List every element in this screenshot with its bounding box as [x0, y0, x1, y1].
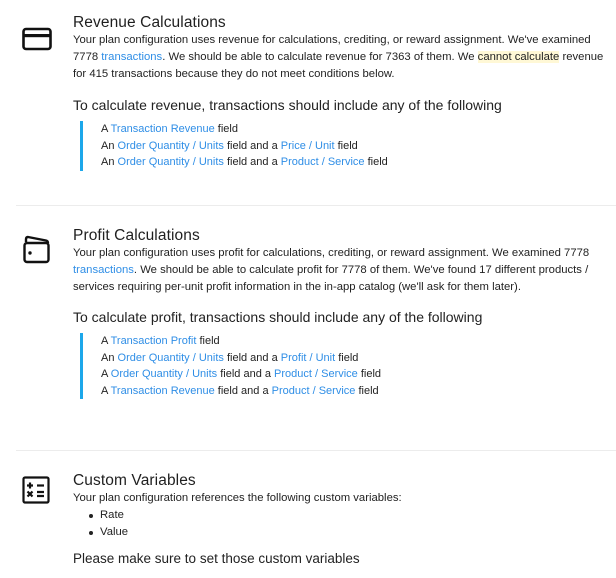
revenue-transactions-link[interactable]: transactions: [101, 51, 163, 63]
condition-item: [101, 350, 612, 367]
condition-text: A: [101, 335, 111, 347]
condition-text: A: [101, 123, 111, 135]
revenue-desc-text: Your plan configuration uses revenue for calculations, crediting, or reward assignment. We've examined 7778: [73, 34, 591, 63]
custom-variables-list: [87, 507, 612, 541]
field-link-product-service[interactable]: Product / Service: [271, 384, 356, 397]
custom-variable-item: Value: [87, 524, 612, 541]
field-link-transaction-revenue[interactable]: Transaction Revenue: [110, 123, 215, 135]
condition-item: [101, 138, 612, 155]
condition-item: [101, 383, 612, 400]
field-link-order-quantity[interactable]: Order Quantity / Units: [117, 139, 224, 152]
custom-variable-item: Rate: [87, 507, 612, 524]
condition-text: An: [101, 139, 118, 152]
condition-item: [101, 333, 612, 350]
condition-text: field: [335, 351, 359, 364]
profit-description: [73, 245, 612, 296]
revenue-description: [73, 32, 612, 83]
field-link-transaction-revenue[interactable]: Transaction Revenue: [110, 384, 215, 397]
condition-text: field: [196, 335, 220, 347]
condition-text: field and a: [223, 139, 281, 152]
profit-conditions-heading: To calculate profit, transactions should include any of the following: [73, 309, 483, 325]
condition-text: An: [101, 351, 118, 364]
profit-desc-text: Your plan configuration uses profit for calculations, crediting, or reward assignment. We examined 7778: [73, 247, 590, 259]
condition-text: A: [101, 368, 111, 380]
condition-text: field: [364, 156, 388, 168]
condition-text: field and a: [223, 156, 281, 168]
condition-text: field: [214, 123, 238, 135]
condition-text: field: [355, 384, 379, 397]
revenue-conditions-heading: To calculate revenue, transactions should include any of the following: [73, 97, 502, 113]
condition-text: field: [357, 368, 382, 380]
profit-transactions-link[interactable]: transactions: [73, 264, 134, 276]
field-link-order-quantity[interactable]: Order Quantity / Units: [117, 156, 224, 168]
section-divider: [16, 205, 616, 206]
wallet-icon: [22, 234, 52, 260]
condition-item: [101, 366, 612, 383]
revenue-desc-text: . We should be able to calculate revenue for 7363 of them. We: [162, 51, 478, 63]
calculator-icon: [22, 476, 50, 504]
condition-text: An: [101, 156, 118, 168]
custom-variables-content: [73, 471, 612, 568]
custom-variables-note: Please make sure to set those custom variables: [73, 551, 360, 566]
revenue-title: Revenue Calculations: [73, 14, 226, 31]
revenue-content: [73, 13, 612, 171]
custom-variables-title: Custom Variables: [73, 472, 196, 489]
field-link-profit-unit[interactable]: Profit / Unit: [280, 351, 336, 364]
condition-text: field and a: [214, 384, 272, 397]
condition-item: [101, 121, 612, 138]
credit-card-icon: [22, 27, 52, 53]
condition-text: A: [101, 384, 111, 397]
profit-content: [73, 226, 612, 399]
condition-text: field: [334, 139, 358, 152]
revenue-desc-text: revenue for 415 transactions because they do not meet conditions below.: [73, 51, 604, 80]
condition-item: [101, 154, 612, 171]
cannot-calculate-highlight: cannot calculate: [477, 51, 560, 63]
custom-variables-description: Your plan configuration references the following custom variables:: [73, 492, 402, 504]
profit-conditions-list: [80, 333, 612, 399]
field-link-order-quantity[interactable]: Order Quantity / Units: [117, 351, 224, 364]
field-link-price-unit[interactable]: Price / Unit: [280, 139, 335, 152]
field-link-product-service[interactable]: Product / Service: [280, 156, 365, 168]
condition-text: field and a: [223, 351, 281, 364]
field-link-transaction-profit[interactable]: Transaction Profit: [110, 335, 197, 347]
field-link-product-service[interactable]: Product / Service: [274, 368, 358, 380]
profit-desc-text: . We should be able to calculate profit for 7778 of them. We've found 17 different products / services requiring per-unit profit information in the in-app catalog (we'll ask for them later).: [73, 264, 589, 293]
revenue-conditions-list: [80, 121, 612, 171]
field-link-order-quantity[interactable]: Order Quantity / Units: [110, 368, 218, 380]
condition-text: field and a: [217, 368, 275, 380]
section-divider: [16, 450, 616, 451]
profit-title: Profit Calculations: [73, 227, 200, 244]
